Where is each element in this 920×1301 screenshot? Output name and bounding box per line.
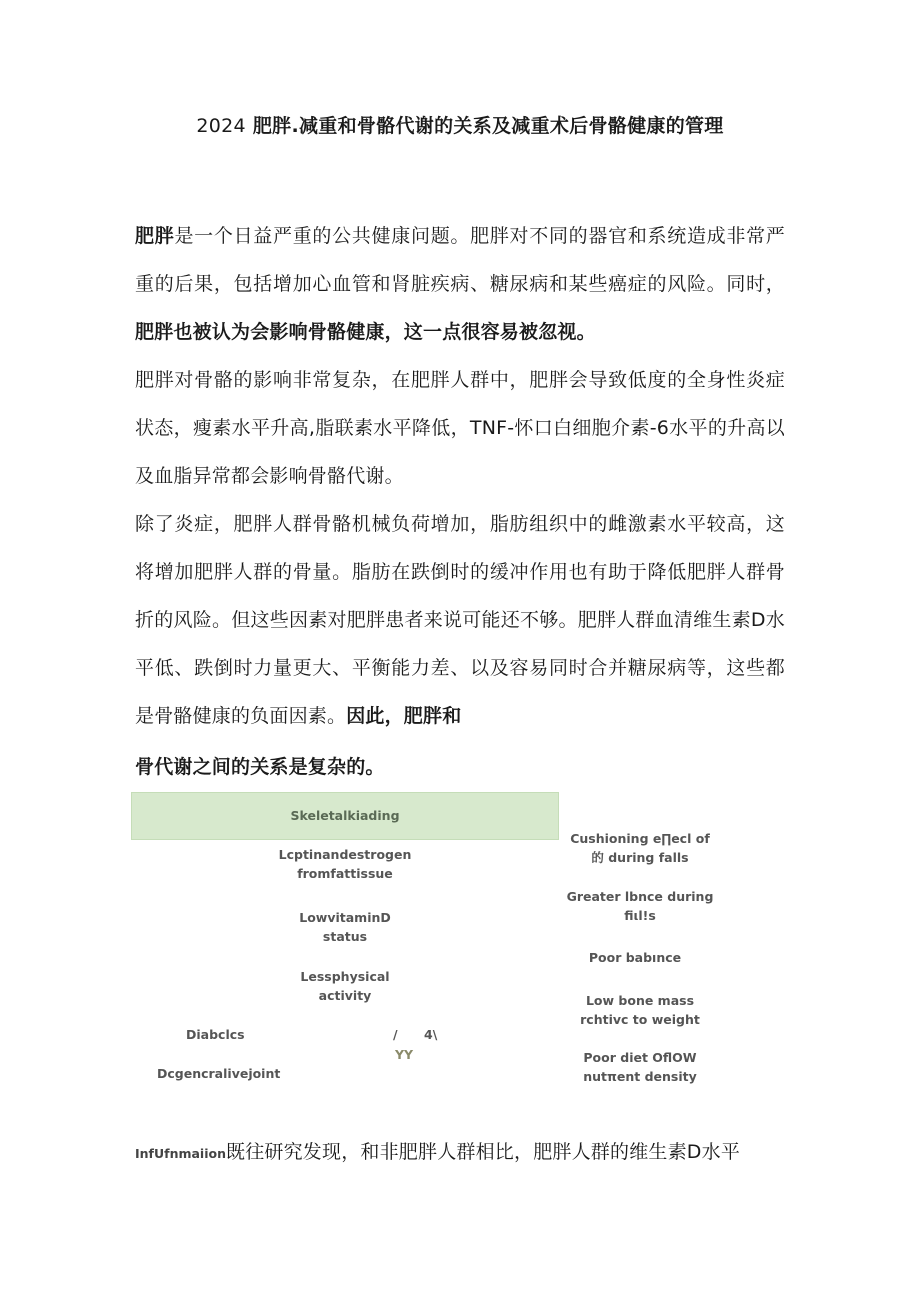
left-label-leptin-line1: Lcptinandestrogen bbox=[278, 847, 412, 862]
right-label-diet-line1: Poor diet OflOW bbox=[583, 1050, 697, 1065]
left-label-activity bbox=[245, 967, 445, 1005]
right-label-bone-mass bbox=[560, 991, 720, 1029]
label-diabetes: Diabclcs bbox=[186, 1027, 245, 1042]
p3b-bold: 骨代谢之间的关系是复杂的。 bbox=[135, 756, 385, 778]
p3-text: 除了炎症，肥胖人群骨骼机械负荷增加，脂肪组织中的雌激素水平较高，这将增加肥胖人群的骨量。脂肪在跌倒时的缓冲作用也有助于降低肥胖人群骨折的风险。但这些因素对肥胖患者来说可能还不够。肥胖人群血清维生素D水平低、跌倒时力量更大、平衡能力差、以及容易同时合并糖尿病等，这些都是骨骼健康的负面因素。 bbox=[135, 513, 785, 727]
inflammation-label: InfUfnmaiion bbox=[135, 1146, 226, 1161]
left-label-vitamin-d bbox=[245, 908, 445, 946]
right-label-force bbox=[560, 887, 720, 925]
document-title bbox=[0, 111, 920, 138]
label-degenerative-joint: Dcgencralivejoint bbox=[157, 1066, 281, 1081]
left-label-vitamin-d-line1: LowvitaminD bbox=[299, 910, 391, 925]
label-slash: / bbox=[393, 1027, 398, 1042]
title-year: 2024 bbox=[196, 115, 246, 137]
right-label-force-line1: Greater lbnce during bbox=[566, 889, 714, 904]
right-label-cushioning-line1: Cushioning e∏ecl of bbox=[570, 831, 710, 846]
left-label-activity-line2: activity bbox=[318, 988, 372, 1003]
right-label-diet-line2: nutπent density bbox=[583, 1069, 697, 1084]
left-label-leptin-line2: fromfattissue bbox=[297, 866, 393, 881]
right-label-bone-mass-line1: Low bone mass bbox=[585, 993, 695, 1008]
right-label-force-line2: fiιl!s bbox=[624, 908, 656, 923]
right-label-balance-line1: Poor babınce bbox=[588, 950, 682, 965]
paragraph-3 bbox=[135, 500, 785, 740]
right-label-cushioning bbox=[560, 829, 720, 867]
label-yy: YY bbox=[395, 1047, 414, 1062]
left-label-activity-line1: Lessphysical bbox=[300, 969, 390, 984]
band-label: Skeletalkiading bbox=[290, 808, 400, 823]
p2-text: 肥胖对骨骼的影响非常复杂，在肥胖人群中，肥胖会导致低度的全身性炎症状态，瘦素水平升高,脂联素水平降低，TNF-怀口白细胞介素-6水平的升高以及血脂异常都会影响骨骼代谢。 bbox=[135, 369, 785, 487]
p1-text: 是一个日益严重的公共健康问题。肥胖对不同的器官和系统造成非常严重的后果，包括增加心血管和肾脏疾病、糖尿病和某些癌症的风险。同时， bbox=[135, 225, 786, 295]
left-label-leptin bbox=[245, 845, 445, 883]
right-label-bone-mass-line2: rchtivc to weight bbox=[580, 1012, 700, 1027]
title-text: 肥胖.减重和骨骼代谢的关系及减重术后骨骼健康的管理 bbox=[252, 115, 724, 137]
right-label-balance bbox=[555, 948, 715, 967]
p3-bold: 因此，肥胖和 bbox=[346, 705, 462, 727]
right-label-diet bbox=[560, 1048, 720, 1086]
label-four: 4\ bbox=[424, 1027, 438, 1042]
paragraph-1 bbox=[135, 212, 785, 356]
paragraph-2 bbox=[135, 356, 785, 500]
paragraph-3-continued bbox=[135, 743, 785, 791]
p1-bold-start: 肥胖 bbox=[135, 225, 175, 247]
last-line bbox=[135, 1137, 740, 1169]
left-label-vitamin-d-line2: status bbox=[322, 929, 368, 944]
right-label-cushioning-line2: 的 during falls bbox=[591, 850, 689, 865]
p1-bold-end: 肥胖也被认为会影响骨骼健康，这一点很容易被忽视。 bbox=[135, 321, 596, 343]
last-line-text: 既往研究发现，和非肥胖人群相比，肥胖人群的维生素D水平 bbox=[226, 1141, 741, 1163]
